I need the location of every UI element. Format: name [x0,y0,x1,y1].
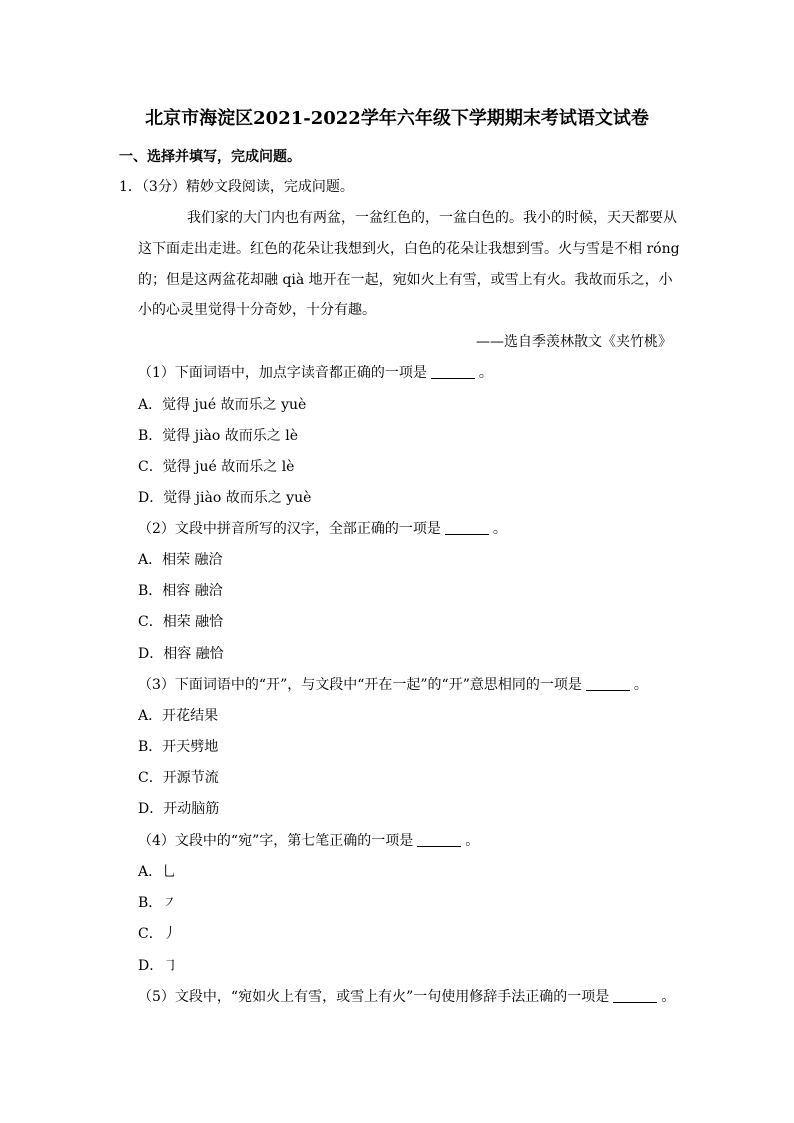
option-1a[interactable]: A．觉得 jué 故而乐之 yuè [138,397,307,413]
sub-question-5-stem: （5）文段中，“宛如火上有雪，或雪上有火”一句使用修辞手法正确的一项是 [138,989,610,1005]
option-4d[interactable]: D．㇆ [138,958,178,974]
sub-question-5 [138,988,675,1006]
passage-line-4: 小的心灵里觉得十分奇妙，十分有趣。 [138,302,376,318]
option-1c[interactable]: C．觉得 jué 故而乐之 lè [138,459,295,475]
question-1-header: 1．（3分）精妙文段阅读，完成问题。 [119,179,354,195]
option-2b[interactable]: B．相容 融洽 [138,583,223,599]
sub-question-1-end: 。 [478,365,493,381]
option-1b[interactable]: B．觉得 jiào 故而乐之 lè [138,428,298,444]
option-3d[interactable]: D．开动脑筋 [138,801,220,817]
sub-question-4-end: 。 [465,833,480,849]
option-2c[interactable]: C．相荣 融恰 [138,614,224,630]
option-2a[interactable]: A．相荣 融洽 [138,552,223,568]
option-3c[interactable]: C．开源节流 [138,770,219,786]
option-4b[interactable]: B．㇇ [138,895,177,911]
answer-blank-2[interactable] [445,522,489,535]
answer-blank-3[interactable] [586,678,630,691]
sub-question-4 [138,832,479,850]
sub-question-5-end: 。 [661,989,676,1005]
answer-blank-4[interactable] [417,834,461,847]
option-3a[interactable]: A．开花结果 [138,708,219,724]
sub-question-2-stem: （2）文段中拼音所写的汉字，全部正确的一项是 [138,521,441,537]
option-1d[interactable]: D．觉得 jiào 故而乐之 yuè [138,490,312,506]
sub-question-4-stem: （4）文段中的“宛”字，第七笔正确的一项是 [138,833,414,849]
sub-question-1-stem: （1）下面词语中，加点字读音都正确的一项是 [138,365,427,381]
option-2d[interactable]: D．相容 融恰 [138,646,224,662]
page-title: 北京市海淀区2021-2022学年六年级下学期期末考试语文试卷 [145,108,649,129]
sub-question-1 [138,364,493,382]
answer-blank-1[interactable] [431,366,475,379]
passage-line-2: 这下面走出走进。红色的花朵让我想到火，白色的花朵让我想到雪。火与雪是不相 róng [138,241,680,257]
section-heading: 一、选择并填写，完成问题。 [119,149,301,165]
sub-question-3-stem: （3）下面词语中的“开”，与文段中“开在一起”的“开”意思相同的一项是 [138,677,582,693]
sub-question-3 [138,676,648,694]
answer-blank-5[interactable] [613,990,657,1003]
option-3b[interactable]: B．开天劈地 [138,739,219,755]
passage-line-1: 我们家的大门内也有两盆，一盆红色的，一盆白色的。我小的时候，天天都要从 [187,210,677,226]
sub-question-3-end: 。 [633,677,648,693]
option-4c[interactable]: C．丿 [138,926,177,942]
sub-question-2-end: 。 [492,521,507,537]
passage-line-3: 的；但是这两盆花却融 qià 地开在一起，宛如火上有雪，或雪上有火。我故而乐之，小 [138,272,673,288]
sub-question-2 [138,520,507,538]
passage-source: ——选自季羡林散文《夹竹桃》 [476,334,672,350]
option-4a[interactable]: A．乚 [138,864,177,880]
